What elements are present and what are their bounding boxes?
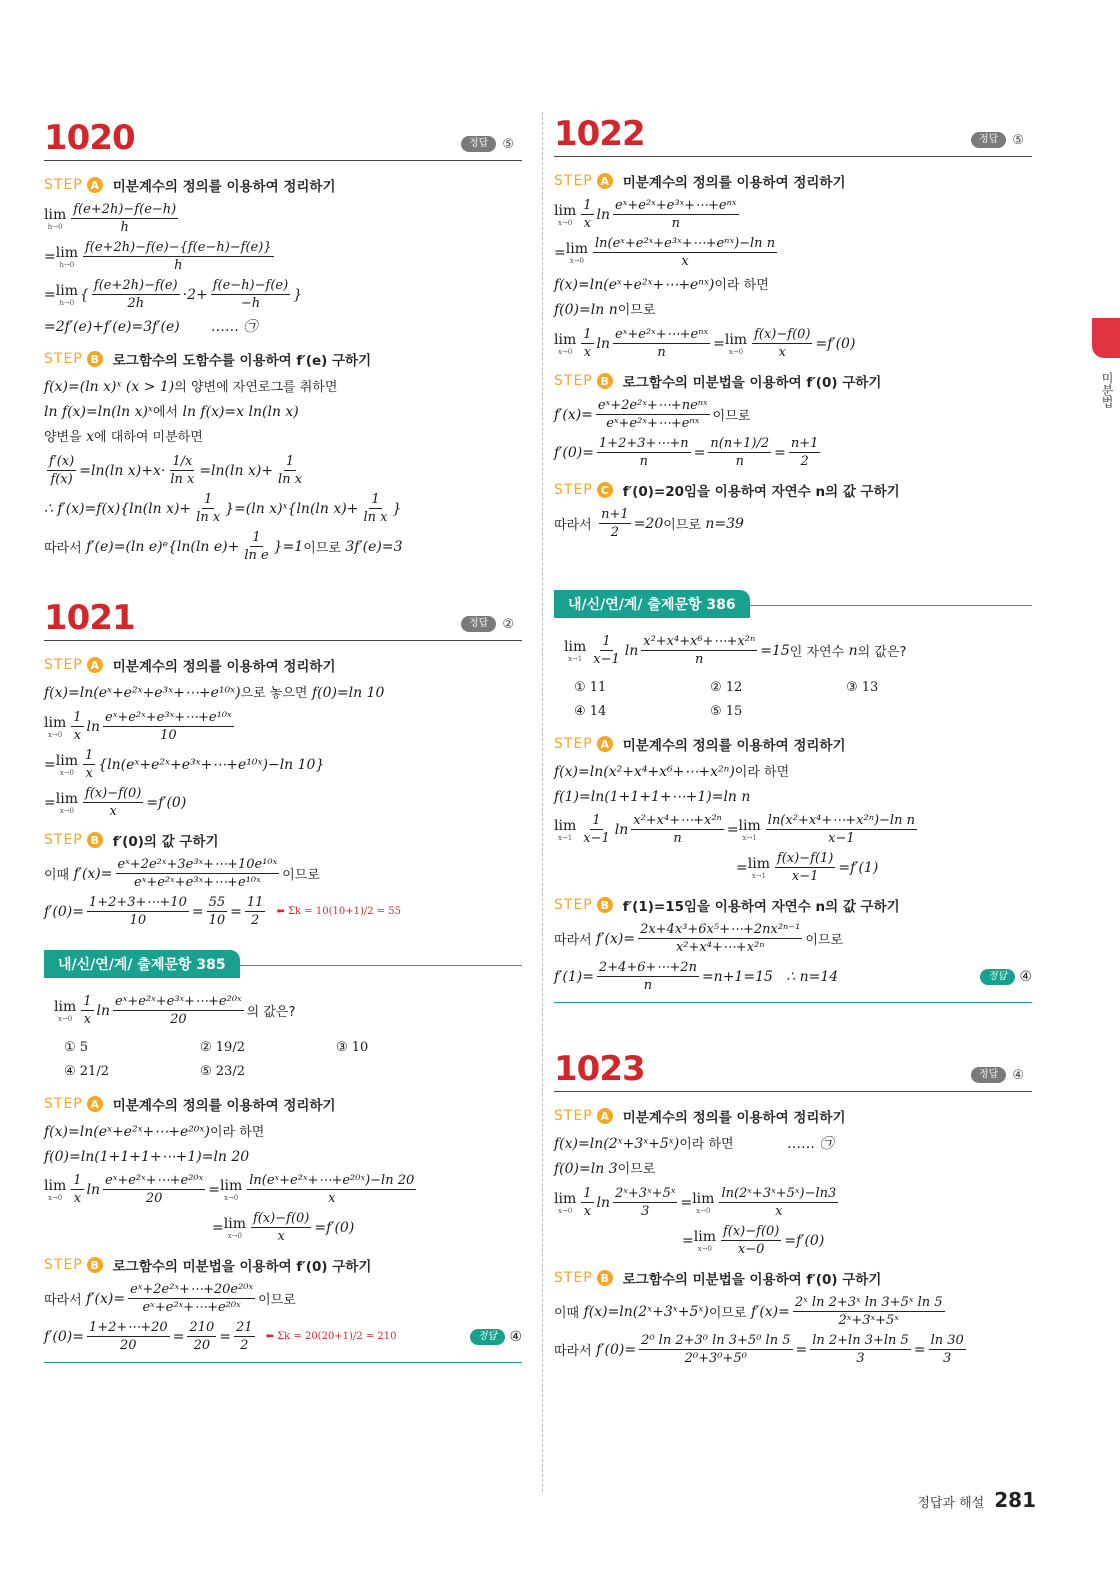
choices <box>64 1036 512 1084</box>
hint-note: ⬅ Σk = 10(10+1)/2 = 55 <box>276 906 402 917</box>
equation: lim h→0 $\frac{f(e+2h)-f(e-h)}{h}$ <box>44 202 177 235</box>
chapter-tab <box>1092 318 1120 358</box>
equation: f′(0)= $\frac{1+2+3+\cdots+n}{n}$ = $\frac{n(n+1)/2}{n}$ = $\frac{n+1}{2}$ <box>554 436 819 469</box>
step-a: STEP A 미분계수의 정의를 이용하여 정리하기 <box>44 657 336 675</box>
choice[interactable]: ③ 13 <box>846 680 879 695</box>
text-line: f(0)=ln n이므로 <box>554 302 656 318</box>
hint-note: ⬅ Σk = 20(20+1)/2 = 210 <box>265 1331 397 1342</box>
problem-1020-header <box>44 112 522 161</box>
footer-label: 정답과 해설 <box>917 1496 985 1511</box>
problem-number: 1021 <box>44 598 135 638</box>
page-number: 281 <box>994 1488 1036 1512</box>
step-b: STEP B f′(0)의 값 구하기 <box>44 832 219 850</box>
text-line: f(x)=ln(2ˣ+3ˣ+5ˣ)이라 하면 …… ㉠ <box>554 1136 834 1152</box>
text-line: 양변을 x에 대하여 미분하면 <box>44 429 203 445</box>
equation: 이때 f′(x)= $\frac{\text{eˣ+2e²ˣ+3e³ˣ+⋯+10e¹⁰ˣ}}{\text{eˣ+e²ˣ+e³ˣ+⋯+e¹⁰ˣ}}$ 이므로 <box>44 857 320 890</box>
choice[interactable]: ① 5 <box>64 1040 89 1055</box>
equation: = lim x→0 $\frac{\text{ln(eˣ+e²ˣ+e³ˣ+⋯+eⁿˣ)−ln n}}{x}$ <box>554 236 776 269</box>
step-b: STEP B 로그함수의 미분법을 이용하여 f′(0) 구하기 <box>554 1270 882 1288</box>
answer-value: ⑤ <box>502 136 514 152</box>
answer-value: ⑤ <box>1012 132 1024 148</box>
equation: 따라서 f′(x)= $\frac{\text{2x+4x³+6x⁵+⋯+2nx²ⁿ⁻¹}}{\text{x²+x⁴+⋯+x²ⁿ}}$ 이므로 <box>554 922 844 955</box>
choice[interactable]: ① 11 <box>574 680 607 695</box>
choice[interactable]: ⑤ 15 <box>710 704 743 719</box>
equation: f′(x)= $\frac{\text{eˣ+2e²ˣ+⋯+neⁿˣ}}{\text{eˣ+e²ˣ+⋯+eⁿˣ}}$ 이므로 <box>554 398 751 431</box>
equation: 따라서 $\frac{n+1}{2}$ =20 이므로 n=39 <box>554 507 744 540</box>
equation: = lim h→0 $\frac{f(e+2h)-f(e)-\{f(e-h)-f(e)\}}{h}$ <box>44 240 272 273</box>
right-column <box>554 108 1032 1370</box>
equation: lim x→0 $\frac{1}{x}$ ln $\frac{\text{eˣ+e²ˣ+⋯+eⁿˣ}}{n}$ = lim x→0 $\frac{f(x)-f(0)}{x}$ =f′(0) <box>554 327 856 360</box>
choice[interactable]: ③ 10 <box>336 1040 369 1055</box>
equation: = lim h→0 { $\frac{f(e+2h)-f(e)}{2h}$ ·2+ $\frac{f(e-h)-f(e)}{-h}$ } <box>44 278 303 311</box>
answer-indicator <box>971 132 1024 148</box>
problem-number: 1022 <box>554 114 645 154</box>
equation: 따라서 f′(x)= $\frac{\text{eˣ+2e²ˣ+⋯+20e²⁰ˣ}}{\text{eˣ+e²ˣ+⋯+e²⁰ˣ}}$ 이므로 <box>44 1282 296 1315</box>
problem-1023-header <box>554 1043 1032 1092</box>
answer-value: ④ <box>509 1328 522 1345</box>
related-question-386 <box>554 597 1032 724</box>
text-line: f(0)=ln 3이므로 <box>554 1161 656 1177</box>
step-a: STEP A 미분계수의 정의를 이용하여 정리하기 <box>44 1096 336 1114</box>
choice[interactable]: ② 19/2 <box>200 1040 245 1055</box>
equation: lim x→0 $\frac{1}{x}$ ln $\frac{\text{2ˣ+3ˣ+5ˣ}}{3}$ = lim x→0 $\frac{\text{ln(2ˣ+3ˣ+5ˣ)−ln3}}{x}$ <box>554 1186 837 1219</box>
step-a: STEP A 미분계수의 정의를 이용하여 정리하기 <box>554 736 846 754</box>
problem-1022-header <box>554 108 1032 157</box>
equation: lim x→0 $\frac{1}{x}$ ln $\frac{\text{eˣ+e²ˣ+e³ˣ+⋯+e¹⁰ˣ}}{10}$ <box>44 710 232 743</box>
question-equation: lim x→0 $\frac{1}{x}$ ln $\frac{\text{eˣ+e²ˣ+e³ˣ+⋯+e²⁰ˣ}}{20}$ 의 값은? <box>54 994 296 1027</box>
question-equation: lim x→1 $\frac{1}{x-1}$ ln $\frac{\text{x²+x⁴+x⁶+⋯+x²ⁿ}}{n}$ =15 인 자연수 n 의 값은? <box>564 634 907 667</box>
text-line: f(x)=(ln x)ˣ (x > 1)의 양변에 자연로그를 취하면 <box>44 379 338 395</box>
text-line: f(x)=ln(eˣ+e²ˣ+⋯+e²⁰ˣ)이라 하면 <box>44 1124 265 1140</box>
equation: f′(1)= $\frac{2+4+6+\cdots+2n}{n}$ =n+1=15 ∴ n=14 정답 ④ <box>554 960 1032 993</box>
equation: = lim x→0 $\frac{f(x)-f(0)}{x}$ =f′(0) <box>212 1211 355 1244</box>
text-line: f(x)=ln(eˣ+e²ˣ+e³ˣ+⋯+e¹⁰ˣ)으로 놓으면 f(0)=ln 10 <box>44 685 385 701</box>
problem-number: 1020 <box>44 118 135 158</box>
answer-badge: 정답 <box>980 969 1015 985</box>
answer-indicator <box>971 1067 1024 1083</box>
equation: 이때 f(x)=ln(2ˣ+3ˣ+5ˣ) 이므로 f′(x)= $\frac{\text{2ˣ ln 2+3ˣ ln 3+5ˣ ln 5}}{\text{2ˣ+3ˣ+5ˣ}}$ <box>554 1295 943 1328</box>
step-a: STEP A 미분계수의 정의를 이용하여 정리하기 <box>44 177 336 195</box>
related-question-tag: 내/신/연/계/ 출제문항 386 <box>554 590 750 618</box>
left-column <box>44 112 522 1363</box>
problem-number: 1023 <box>554 1049 645 1089</box>
answer-value: ② <box>502 616 514 632</box>
box-end-rule <box>44 1362 522 1363</box>
text-line: f(1)=ln(1+1+1+⋯+1)=ln n <box>554 789 751 805</box>
equation: = lim x→0 $\frac{1}{x}$ {ln(eˣ+e²ˣ+e³ˣ+⋯+e¹⁰ˣ)−ln 10} <box>44 748 325 781</box>
answer-badge: 정답 <box>461 136 496 152</box>
equation: lim x→0 $\frac{1}{x}$ ln $\frac{\text{eˣ+e²ˣ+e³ˣ+⋯+eⁿˣ}}{n}$ <box>554 198 737 231</box>
equation: = lim x→1 $\frac{f(x)-f(1)}{x-1}$ =f′(1) <box>736 851 879 884</box>
answer-badge: 정답 <box>971 1067 1006 1083</box>
equation: ∴ f′(x)=f(x){ln(ln x)+ $\frac{1}{\text{ln x}}$ }=(ln x)ˣ{ln(ln x)+ $\frac{1}{\text{ln x}}$ } <box>44 492 402 525</box>
answer-badge: 정답 <box>470 1329 505 1345</box>
related-question-385 <box>44 957 522 1084</box>
answer-indicator <box>461 616 514 632</box>
step-b: STEP B 로그함수의 도함수를 이용하여 f′(e) 구하기 <box>44 351 372 369</box>
page-footer <box>917 1488 1036 1512</box>
text-line: ln f(x)=ln(ln x)ˣ에서 ln f(x)=x ln(ln x) <box>44 404 299 420</box>
text-line: f(x)=ln(x²+x⁴+x⁶+⋯+x²ⁿ)이라 하면 <box>554 764 790 780</box>
problem-1021-header <box>44 592 522 641</box>
equation: f′(0)= $\frac{1+2+\cdots+20}{20}$ = $\frac{210}{20}$ = $\frac{21}{2}$ ⬅ Σk = 20(20+1)/2 = 210 정답 ④ <box>44 1320 522 1353</box>
answer-badge: 정답 <box>971 132 1006 148</box>
step-a: STEP A 미분계수의 정의를 이용하여 정리하기 <box>554 173 846 191</box>
step-a: STEP A 미분계수의 정의를 이용하여 정리하기 <box>554 1108 846 1126</box>
equation: = lim x→0 $\frac{f(x)-f(0)}{x}$ =f′(0) <box>44 786 187 819</box>
equation: 따라서 f′(0)= $\frac{\text{2⁰ ln 2+3⁰ ln 3+5⁰ ln 5}}{\text{2⁰+3⁰+5⁰}}$ = $\frac{\ln 2+\ln 3+\ln 5}{3}$ = $\frac{\ln 30}{3}$ <box>554 1333 964 1366</box>
step-c: STEP C f′(0)=20임을 이용하여 자연수 n의 값 구하기 <box>554 482 900 500</box>
choice[interactable]: ④ 21/2 <box>64 1064 109 1079</box>
text-line: f(x)=ln(eˣ+e²ˣ+⋯+eⁿˣ)이라 하면 <box>554 277 769 293</box>
equation: =2f′(e)+f′(e)=3f′(e) …… ㉠ <box>44 319 258 335</box>
equation: lim x→0 $\frac{1}{x}$ ln $\frac{\text{eˣ+e²ˣ+⋯+e²⁰ˣ}}{20}$ = lim x→0 $\frac{\text{ln(eˣ+e²ˣ+⋯+e²⁰ˣ)−ln 20}}{x}$ <box>44 1173 415 1206</box>
text-line: f(0)=ln(1+1+1+⋯+1)=ln 20 <box>44 1149 250 1165</box>
equation: f′(0)= $\frac{1+2+3+\cdots+10}{10}$ = $\frac{55}{10}$ = $\frac{11}{2}$ ⬅ Σk = 10(10+1)/2 = 55 <box>44 895 402 928</box>
column-divider <box>542 112 543 1492</box>
choice[interactable]: ② 12 <box>710 680 743 695</box>
step-b: STEP B f′(1)=15임을 이용하여 자연수 n의 값 구하기 <box>554 897 900 915</box>
equation: = lim x→0 $\frac{f(x)-f(0)}{x-0}$ =f′(0) <box>682 1224 825 1257</box>
answer-value: ④ <box>1019 968 1032 985</box>
choices <box>574 676 1022 724</box>
related-question-tag: 내/신/연/계/ 출제문항 385 <box>44 950 240 978</box>
choice[interactable]: ⑤ 23/2 <box>200 1064 245 1079</box>
answer-value: ④ <box>1012 1067 1024 1083</box>
answer-badge: 정답 <box>461 616 496 632</box>
choice[interactable]: ④ 14 <box>574 704 607 719</box>
equation: $\frac{f'(x)}{f(x)}$ =ln(ln x)+x· $\frac{1/x}{\text{ln x}}$ =ln(ln x)+ $\frac{1}{\text{ln x}}$ <box>49 454 303 487</box>
equation: lim x→1 $\frac{1}{x-1}$ ln $\frac{\text{x²+x⁴+⋯+x²ⁿ}}{n}$ = lim x→1 $\frac{\text{ln(x²+x⁴+⋯+x²ⁿ)−ln n}}{x-1}$ <box>554 813 915 846</box>
chapter-tab-label: 미분법 <box>1100 372 1114 408</box>
equation: 따라서 f′(e)=(ln e)ᵉ{ln(ln e)+ $\frac{1}{\text{ln e}}$ }=1 이므로 3f′(e)=3 <box>44 530 403 563</box>
step-b: STEP B 로그함수의 미분법을 이용하여 f′(0) 구하기 <box>44 1257 372 1275</box>
box-end-rule <box>554 1002 1032 1003</box>
step-b: STEP B 로그함수의 미분법을 이용하여 f′(0) 구하기 <box>554 373 882 391</box>
answer-indicator <box>461 136 514 152</box>
